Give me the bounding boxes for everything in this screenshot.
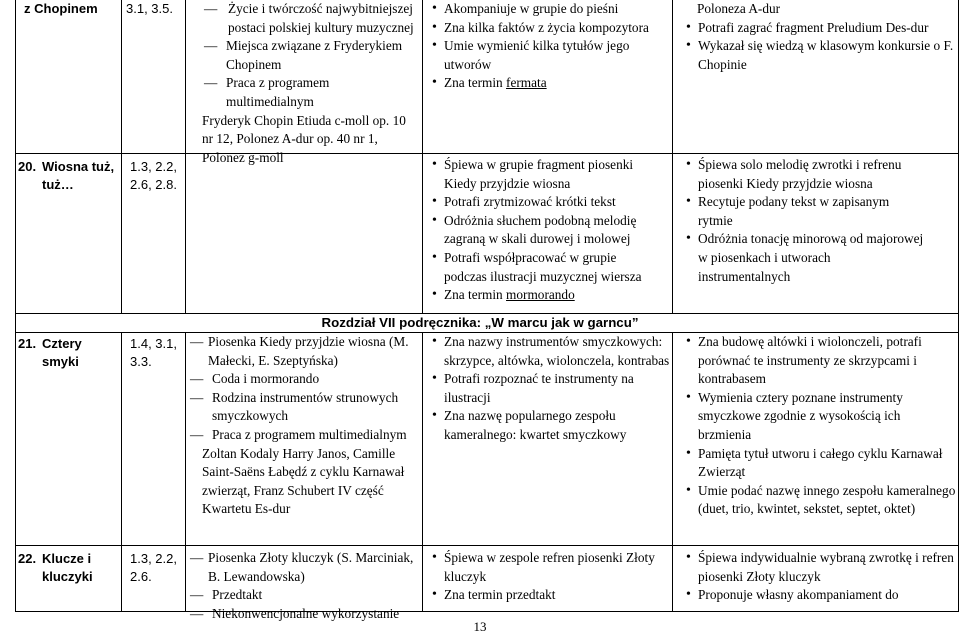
row20-sections [130, 158, 182, 194]
row22-number-text: 22. [18, 551, 37, 566]
row19-advanced-cont: Poloneza A-dur [697, 1, 781, 16]
row20-advanced-3: • Odróżnia tonację minorową od majorowej w piosenkach i utworach instrumentalnych [684, 230, 956, 286]
row22-sections [130, 550, 182, 586]
rule-col1 [121, 0, 122, 313]
row19-material-2: — Miejsca związane z Fryderykiem Chopinem [190, 37, 418, 74]
row21-advanced [684, 333, 956, 519]
row20-number [18, 158, 40, 176]
row22-title-text: Klucze i kluczyki [42, 551, 93, 584]
row22-sections-text: 1.3, 2.2, 2.6. [130, 551, 177, 584]
row22-basic-2: • Zna termin przedtakt [430, 586, 670, 605]
row22-material-1: — Piosenka Złoty kluczyk (S. Marciniak, B. Lewandowska) [190, 550, 414, 584]
row22-material-3: — Niekonwencjonalne wykorzystanie [190, 605, 400, 621]
row21-basic-3: • Zna nazwę popularnego zespołu kameralnego: kwartet smyczkowy [430, 407, 670, 444]
row21-sections-text: 1.4, 3.1, 3.3. [130, 336, 177, 369]
row21-number-text: 21. [18, 336, 37, 351]
row19-sections-text: 3.1, 3.5. [126, 1, 173, 16]
row19-material-4: Fryderyk Chopin Etiuda c-moll op. 10 nr 12, Polonez A-dur op. 40 nr 1, Polonez g-moll [202, 112, 406, 165]
rule-r19-bottom [15, 153, 958, 154]
row19-advanced [684, 0, 954, 74]
row22-number [18, 550, 40, 568]
row21-material-3: — Rodzina instrumentów strunowych smyczkowych [190, 389, 399, 424]
rule-right [958, 0, 959, 612]
row21-basic-2: • Potrafi rozpoznać te instrumenty na ilustracji [430, 370, 670, 407]
row20-basic-1: • Śpiewa w grupie fragment piosenki Kiedy przyjdzie wiosna [430, 156, 670, 193]
rule-bottom [15, 611, 958, 612]
row22-title [42, 550, 120, 586]
row19-advanced-1: • Potrafi zagrać fragment Preludium Des-dur [684, 19, 954, 38]
row19-material-1: — Życie i twórczość najwybitniejszej postaci polskiej kultury muzycznej [190, 0, 418, 37]
row19-basic-1: • Akompaniuje w grupie do pieśni [430, 0, 668, 19]
row21-material-2: — Coda i mormorando [190, 371, 320, 387]
row21-advanced-3: • Pamięta tytuł utworu i całego cyklu Karnawał Zwierząt [684, 445, 956, 482]
row22-advanced-1: • Śpiewa indywidualnie wybraną zwrotkę i refren piosenki Złoty kluczyk [684, 549, 956, 586]
row22-advanced-2: • Proponuje własny akompaniament do [684, 586, 956, 605]
row20-title-text: Wiosna tuż, tuż… [42, 159, 115, 192]
row21-title-text: Cztery smyki [42, 336, 82, 369]
rule-col4b [672, 332, 673, 612]
row21-material-1: — Piosenka Kiedy przyjdzie wiosna (M. Małecki, E. Szeptyńska) [190, 334, 409, 368]
row20-basic-3: • Odróżnia słuchem podobną melodię zagraną w skali durowej i molowej [430, 212, 670, 249]
chapter-heading: Rozdział VII podręcznika: „W marcu jak w garncu” [321, 315, 639, 330]
rule-col4 [672, 0, 673, 313]
term-fermata: fermata [506, 75, 547, 91]
row20-advanced-2: • Recytuje podany tekst w zapisanym rytmie [684, 193, 956, 230]
row20-sections-text: 1.3, 2.2, 2.6, 2.8. [130, 159, 177, 192]
row20-advanced [684, 156, 956, 286]
row22-materials [190, 549, 418, 623]
row20-basic-2: • Potrafi zrytmizować krótki tekst [430, 193, 670, 212]
page-number: 13 [473, 619, 487, 634]
row20-basic [430, 156, 670, 305]
term-mormorando: mormorando [506, 287, 575, 303]
rule-col3b [422, 332, 423, 612]
row21-sections [130, 335, 182, 371]
row19-basic-2: • Zna kilka faktów z życia kompozytora [430, 19, 668, 38]
row19-sections [126, 0, 186, 18]
row19-material-3: — Praca z programem multimedialnym [190, 74, 418, 111]
row21-material-5: Zoltan Kodaly Harry Janos, Camille Saint-Saëns Łabędź z cyklu Karnawał zwierząt, Franz Schubert IV część Kwartetu Es-dur [202, 445, 405, 517]
row21-advanced-4: • Umie podać nazwę innego zespołu kameralnego (duet, trio, kwintet, sekstet, septet, oktet) [684, 482, 956, 519]
rule-col3 [422, 0, 423, 313]
row21-material-4: — Praca z programem multimedialnym [190, 426, 407, 442]
row20-basic-5: • Zna termin mormorando [430, 286, 670, 305]
row19-basic-3: • Umie wymienić kilka tytułów jego utworów [430, 37, 668, 74]
row19-basic [430, 0, 668, 93]
row22-basic-1: • Śpiewa w zespole refren piosenki Złoty kluczyk [430, 549, 670, 586]
row19-basic-4: • Zna termin fermata [430, 74, 668, 93]
row21-advanced-2: • Wymienia cztery poznane instrumenty smyczkowe zgodnie z wysokością ich brzmienia [684, 389, 956, 445]
row20-number-text: 20. [18, 159, 37, 174]
rule-r21-bottom [15, 545, 958, 546]
row22-advanced [684, 549, 956, 605]
row19-material-1-text: Życie i twórczość najwybitniejszej postaci polskiej kultury muzycznej [228, 1, 414, 35]
rule-col2b [185, 332, 186, 612]
row19-advanced-2: • Wykazał się wiedzą w klasowym konkursie o F. Chopinie [684, 37, 954, 74]
row20-advanced-1: • Śpiewa solo melodię zwrotki i refrenu piosenki Kiedy przyjdzie wiosna [684, 156, 956, 193]
row19-materials [190, 0, 418, 167]
row20-title [42, 158, 120, 194]
row19-title-text: z Chopinem [24, 1, 98, 16]
row22-material-2: — Przedtakt [190, 587, 263, 603]
row21-advanced-1: • Zna budowę altówki i wiolonczeli, potrafi porównać te instrumenty ze skrzypcami i kontrabasem [684, 333, 956, 389]
rule-col1b [121, 332, 122, 612]
row22-basic [430, 549, 670, 605]
row19-title [24, 0, 122, 18]
rule-col2 [185, 0, 186, 313]
row19-material-3-text: Praca z programem multimedialnym [226, 75, 330, 109]
row21-number [18, 335, 40, 353]
row21-basic-1: • Zna nazwy instrumentów smyczkowych: skrzypce, altówka, wiolonczela, kontrabas [430, 333, 670, 370]
row21-title [42, 335, 120, 371]
row20-basic-4: • Potrafi współpracować w grupie podczas ilustracji muzycznej wiersza [430, 249, 670, 286]
row21-materials [190, 333, 418, 519]
row21-basic [430, 333, 670, 445]
row19-material-2-text: Miejsca związane z Fryderykiem Chopinem [226, 38, 403, 72]
rule-left [15, 0, 16, 612]
